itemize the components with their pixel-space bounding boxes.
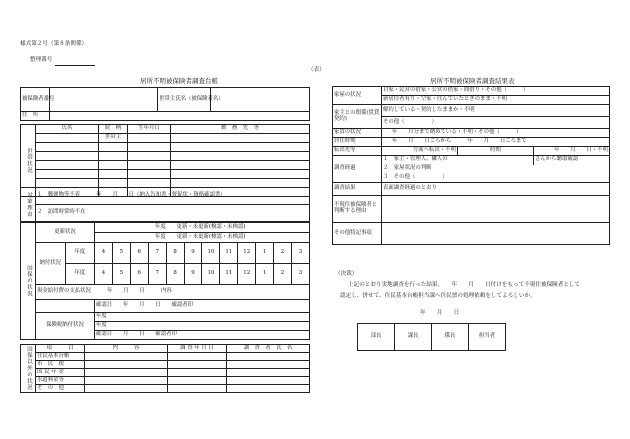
- setai-cell[interactable]: [171, 143, 310, 152]
- sonota-cell[interactable]: [382, 223, 610, 245]
- hokensha-table: [20, 87, 310, 121]
- month-4: 4: [95, 243, 113, 264]
- kaoku-row-2: 新居住者有り・空家・住んでいたときのまま・不明: [382, 96, 610, 105]
- gai-cell[interactable]: [85, 385, 168, 393]
- setainushi-label: 世帯主氏名（被保険者名）: [158, 88, 211, 112]
- kanushi-label: 家主との関係(賃貸契約): [333, 105, 382, 129]
- gai-cell[interactable]: [168, 361, 227, 369]
- gai-cell[interactable]: [168, 377, 227, 385]
- kaoku-label: 家屋の状況: [333, 87, 382, 105]
- setai-cell[interactable]: [171, 170, 310, 179]
- chosa-row-1b: さんから聴取確認: [534, 156, 610, 165]
- jusho-label: 住 所: [21, 112, 50, 121]
- chosa-row-3: ３ その他（ ）: [382, 174, 610, 183]
- kyojyu-value: 年 月 日ごろから 年 月 日ごろまで: [382, 138, 610, 147]
- kessai-date: 年 月 日: [420, 310, 460, 316]
- kanushi-row-1: 解約している・契約したままか・不明: [382, 105, 610, 117]
- gai-cell[interactable]: [227, 377, 310, 385]
- sonota-label: その他特記事項: [333, 223, 382, 245]
- month-2: 2: [274, 243, 292, 264]
- gai-col-date: 調 査 年 月 日: [168, 345, 227, 353]
- stamp-table: [357, 323, 506, 351]
- gai-cell[interactable]: [85, 361, 168, 369]
- stamp-tanto[interactable]: 担当者: [469, 324, 506, 351]
- hokensha-number-label: 被保険者番号: [21, 88, 50, 112]
- chosa-row-1: １ 家主・管理人、隣人の: [382, 156, 534, 165]
- gai-cell[interactable]: [227, 369, 310, 377]
- fuzai-cell[interactable]: [382, 196, 610, 223]
- tenshutsu-jiki: 時期: [458, 147, 534, 156]
- setai-cell[interactable]: [36, 170, 99, 179]
- month-3: 3: [291, 243, 309, 264]
- setai-col-name: 氏名: [36, 125, 99, 134]
- setai-col-work: 勤 務 先 等: [171, 125, 310, 134]
- gai-col-content: 内 容: [85, 345, 168, 353]
- koshin-row-1: 年度 更新・未更新(検認・未検認): [95, 223, 310, 233]
- gai-item: 水道料金等: [36, 377, 85, 385]
- stamp-bucho[interactable]: 部長: [358, 324, 395, 351]
- fuzai-label: 不現住被保険者と判断する理由: [333, 196, 382, 223]
- kokuho-label: 国保の状況: [21, 223, 36, 340]
- hokensha-number-cell[interactable]: [50, 88, 158, 112]
- gai-cell[interactable]: [85, 377, 168, 385]
- gai-item: 国 民 年 金: [36, 369, 85, 377]
- month-12: 12: [238, 264, 256, 285]
- month-11: 11: [220, 264, 238, 285]
- month-5: 5: [112, 264, 130, 285]
- kokuho-gai-label: 国保以外の状況: [21, 345, 36, 393]
- setai-cell[interactable]: [128, 143, 171, 152]
- kessai-paragraph-2: 認定し、併せて、住民基本台帳担当課へ住民票の処理依頼をしてよろしいか。: [340, 293, 536, 299]
- month-6: 6: [130, 264, 148, 285]
- month-10: 10: [202, 243, 220, 264]
- tenshutsu-label: 転出先等: [333, 147, 382, 156]
- month-8: 8: [166, 243, 184, 264]
- month-7: 7: [148, 243, 166, 264]
- setai-cell[interactable]: [128, 161, 171, 170]
- month-2: 2: [274, 264, 292, 285]
- taisho-reason-2: ２ 訪問時常時不在: [36, 205, 310, 222]
- setai-col-relation: 続 柄: [99, 125, 128, 134]
- form-number: 様式第２号（第８条関係）: [20, 41, 88, 47]
- month-3: 3: [291, 264, 309, 285]
- setainushi-cell[interactable]: [211, 88, 310, 112]
- month-11: 11: [220, 243, 238, 264]
- stamp-kacho[interactable]: 課長: [395, 324, 432, 351]
- setai-col-birth: 生年月日: [128, 125, 171, 134]
- stamp-kakaricho[interactable]: 係長: [432, 324, 469, 351]
- nofu-nendo-2: 年度: [65, 264, 95, 285]
- gai-cell[interactable]: [168, 385, 227, 393]
- setai-label: 世帯状況: [21, 125, 36, 197]
- setai-cell[interactable]: [99, 161, 128, 170]
- month-5: 5: [112, 243, 130, 264]
- setai-cell[interactable]: [99, 152, 128, 161]
- gai-cell[interactable]: [168, 369, 227, 377]
- setai-cell[interactable]: [99, 143, 128, 152]
- hoken-row-1: 年度: [95, 313, 310, 322]
- setai-cell[interactable]: [36, 134, 99, 143]
- nofu-label: 納付状況: [36, 243, 66, 285]
- setai-cell[interactable]: [128, 152, 171, 161]
- setai-cell[interactable]: [99, 170, 128, 179]
- kessai-label: （決裁）: [335, 271, 358, 277]
- chosa-kekka-table: [332, 86, 610, 245]
- setai-cell[interactable]: [128, 170, 171, 179]
- jusho-cell[interactable]: [50, 112, 310, 121]
- month-9: 9: [184, 243, 202, 264]
- month-10: 10: [202, 264, 220, 285]
- gai-item: そ の 他: [36, 385, 85, 393]
- kaoku-row-1: 自家・民営の借家・公営の借家・間借り・その他（ ）: [382, 87, 610, 96]
- kakunin-blank: [36, 300, 95, 313]
- month-1: 1: [256, 243, 274, 264]
- month-8: 8: [166, 264, 184, 285]
- gai-cell[interactable]: [227, 353, 310, 361]
- nofu-nendo-1: 年度: [65, 243, 95, 264]
- seiri-label: 整理番号: [30, 57, 53, 63]
- setai-relation-head: 世帯主: [99, 134, 128, 143]
- kessai-paragraph-1: 上記のとおり実地調査を行った結果、 年 月 日付けをもって不現住被保険者として: [348, 282, 581, 288]
- kokuho-gai-table: [20, 344, 310, 393]
- setai-cell[interactable]: [36, 161, 99, 170]
- tenshutsu-value-2: 年 月 日・不明: [534, 147, 610, 156]
- setai-cell[interactable]: [171, 152, 310, 161]
- kakunin-row: 確認日 年 月 日 確認者印: [95, 300, 310, 313]
- page-side-label: （表）: [308, 67, 325, 73]
- right-title: 居所不明被保険者調査結果表: [430, 77, 515, 85]
- gai-cell[interactable]: [85, 353, 168, 361]
- month-1: 1: [256, 264, 274, 285]
- gai-col-investigator: 調 査 者 氏 名: [227, 345, 310, 353]
- gai-cell[interactable]: [227, 385, 310, 393]
- kachin-value: 年 月分まで納めている・不明・その他（ ）: [382, 129, 610, 138]
- setai-cell[interactable]: [128, 134, 171, 143]
- gai-cell[interactable]: [168, 353, 227, 361]
- month-9: 9: [184, 264, 202, 285]
- setai-cell[interactable]: [36, 152, 99, 161]
- gai-col-item: 項 目: [36, 345, 85, 353]
- hoken-label: 保険税納付状況: [36, 313, 95, 340]
- chosa-kekka-label: 調査結果: [333, 183, 382, 196]
- month-6: 6: [130, 243, 148, 264]
- genkin-row: 現金給付費の支払状況 年 月 日 内容: [36, 285, 310, 300]
- setai-cell[interactable]: [171, 134, 310, 143]
- kachin-label: 家賃の状況: [333, 129, 382, 138]
- setai-cell[interactable]: [171, 161, 310, 170]
- chosa-label: 調査経過: [333, 156, 382, 183]
- month-4: 4: [95, 264, 113, 285]
- gai-cell[interactable]: [85, 369, 168, 377]
- setai-cell[interactable]: [36, 143, 99, 152]
- chosa-kekka-value: 表面調査経過のとおり: [382, 183, 610, 196]
- taisho-table: [20, 187, 310, 222]
- kyojyu-label: 居住時期: [333, 138, 382, 147]
- chosa-row-2: ２ 家屋状況の判断: [382, 165, 610, 174]
- gai-cell[interactable]: [227, 361, 310, 369]
- hoken-row-2: 年度: [95, 322, 310, 331]
- month-12: 12: [238, 243, 256, 264]
- taisho-label: 対象理由: [21, 188, 36, 222]
- koshin-row-2: 年度 更新・未更新(検認・未検認): [95, 233, 310, 243]
- kanushi-row-2: その他（ ）: [382, 117, 610, 129]
- month-7: 7: [148, 264, 166, 285]
- seiri-underline: [55, 65, 95, 66]
- hoken-kakunin: 確認日 月 日 確認者印: [95, 331, 310, 340]
- gai-item: 住民基本台帳: [36, 353, 85, 361]
- gai-item: 市 民 税: [36, 361, 85, 369]
- taisho-reason-1: １ 郵便物等不着 年 月 日（納入告知書・督促状・資格確認書）: [36, 188, 310, 205]
- left-title: 居所不明被保険者調査台帳: [140, 77, 218, 85]
- kokuho-table: [20, 222, 310, 340]
- tenshutsu-value-1: 方面へ転出・不明: [382, 147, 458, 156]
- koshin-label: 更新状況: [36, 223, 95, 243]
